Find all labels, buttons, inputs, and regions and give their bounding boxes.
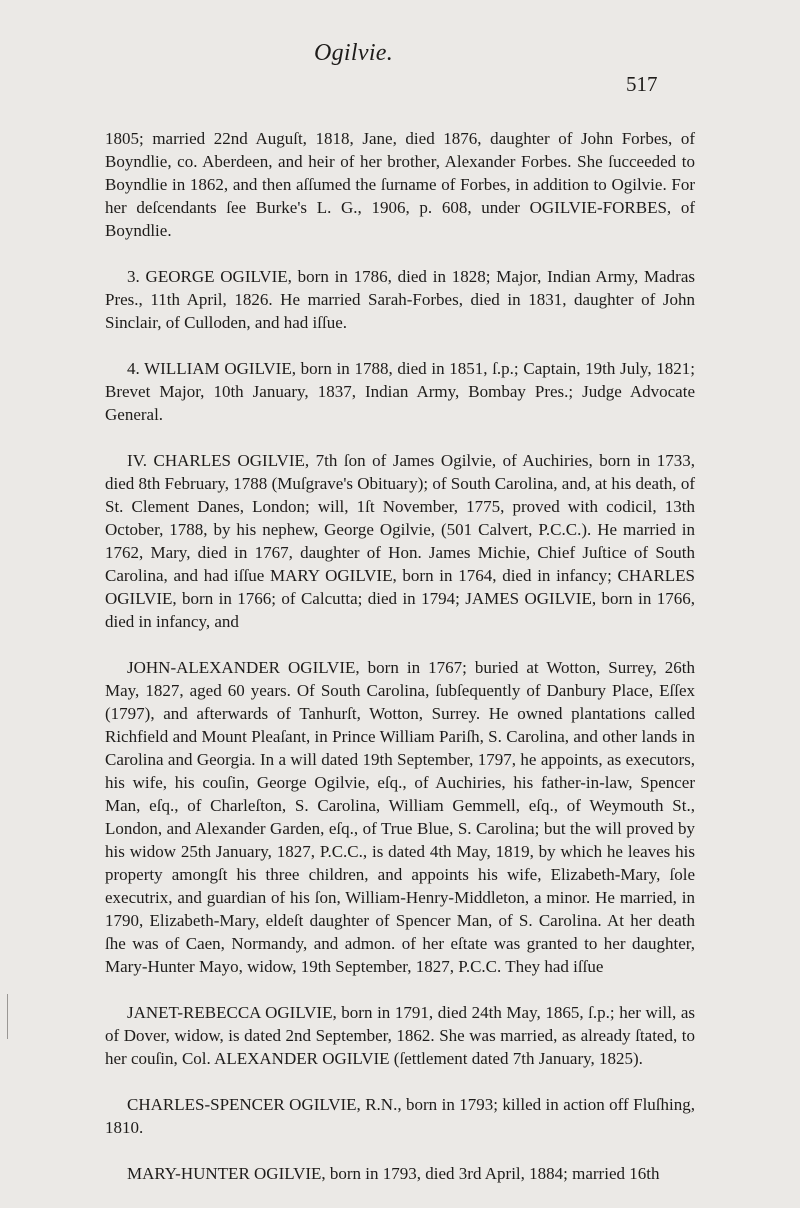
paragraph: JANET-REBECCA OGILVIE, born in 1791, died 24th May, 1865, ſ.p.; her will, as of Dover, widow, is dated 2nd September, 1862. She was married, as already ſtated, to her couſin, Col. ALEXANDER OGILVIE (ſettlement dated 7th January, 1825). [105, 1003, 695, 1068]
paragraph: MARY-HUNTER OGILVIE, born in 1793, died 3rd April, 1884; married 16th [127, 1164, 660, 1183]
paragraph: IV. CHARLES OGILVIE, 7th ſon of James Ogilvie, of Auchiries, born in 1733, died 8th February, 1788 (Muſgrave's Obituary); of South Carolina, and, at his death, of St. Clement Danes, London; will, 1ſt November, 1775, proved with codicil, 13th October, 1788, by his nephew, George Ogilvie, (501 Calvert, P.C.C.). He married in 1762, Mary, died in 1767, daughter of Hon. James Michie, Chief Juſtice of South Carolina, and had iſſue MARY OGILVIE, born in 1764, died in infancy; CHARLES OGILVIE, born in 1766; of Calcutta; died in 1794; JAMES OGILVIE, born in 1766, died in infancy, and [105, 451, 695, 631]
paragraph: CHARLES-SPENCER OGILVIE, R.N., born in 1793; killed in action off Fluſhing, 1810. [105, 1095, 695, 1137]
paragraph: 4. WILLIAM OGILVIE, born in 1788, died in 1851, ſ.p.; Captain, 19th July, 1821; Brevet Major, 10th January, 1837, Indian Army, Bombay Pres.; Judge Advocate General. [105, 359, 695, 424]
paragraph: 3. GEORGE OGILVIE, born in 1786, died in 1828; Major, Indian Army, Madras Pres., 11th April, 1826. He married Sarah-Forbes, died in 1831, daughter of John Sinclair, of Culloden, and had iſſue. [105, 267, 695, 332]
paragraph: JOHN-ALEXANDER OGILVIE, born in 1767; buried at Wotton, Surrey, 26th May, 1827, aged 60 years. Of South Carolina, ſubſequently of Danbury Place, Eſſex (1797), and afterwards of Tanhurſt, Wotton, Surrey. He owned plantations called Richfield and Mount Pleaſant, in Prince William Pariſh, S. Carolina, and other lands in Carolina and Georgia. In a will dated 19th September, 1797, he appoints, as executors, his wife, his couſin, George Ogilvie, eſq., of Auchiries, his father-in-law, Spencer Man, eſq., of Charleſton, S. Carolina, William Gemmell, eſq., of Weymouth St., London, and Alexander Garden, eſq., of True Blue, S. Carolina; but the will proved by his widow 25th January, 1827, P.C.C., is dated 4th May, 1819, by which he leaves his property amongſt his three children, and appoints his wife, Elizabeth-Mary, ſole executrix, and guardian of his ſon, William-Henry-Middleton, a minor. He married, in 1790, Elizabeth-Mary, eldeſt daughter of Spencer Man, of S. Carolina. At her death ſhe was of Caen, Normandy, and admon. of her eſtate was granted to her daughter, Mary-Hunter Mayo, widow, 19th September, 1827, P.C.C. They had iſſue [105, 658, 695, 976]
running-head: Ogilvie. [314, 40, 394, 66]
page-edge-mark [7, 994, 8, 1039]
body-text [105, 104, 695, 1208]
page-number: 517 [626, 72, 658, 96]
paragraph: 1805; married 22nd Auguſt, 1818, Jane, died 1876, daughter of John Forbes, of Boyndlie, co. Aberdeen, and heir of her brother, Alexander Forbes. She ſucceeded to Boyndlie in 1862, and then aſſumed the ſurname of Forbes, in addition to Ogilvie. For her deſcendants ſee Burke's L. G., 1906, p. 608, under OGILVIE-FORBES, of Boyndlie. [105, 129, 695, 240]
